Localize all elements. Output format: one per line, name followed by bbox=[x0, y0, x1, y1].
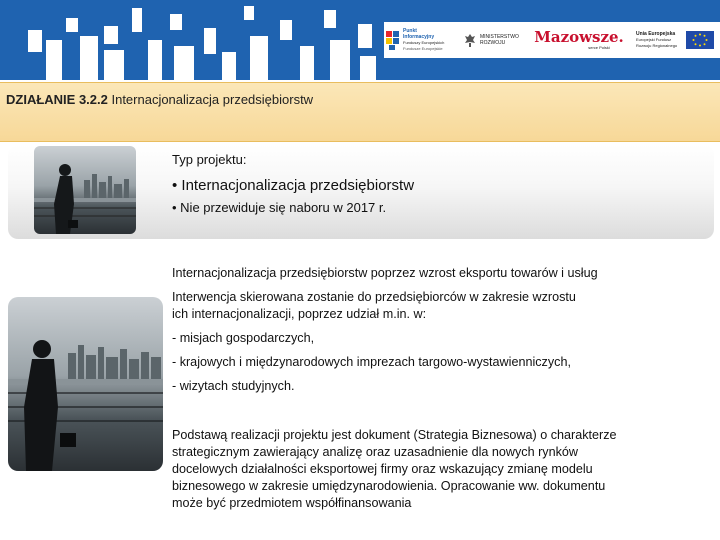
ministry-logo bbox=[464, 22, 530, 58]
banner-block bbox=[104, 26, 118, 44]
banner-block bbox=[174, 46, 194, 80]
banner-block bbox=[358, 24, 372, 48]
banner-block bbox=[244, 6, 254, 20]
banner-block bbox=[280, 20, 292, 40]
banner-block bbox=[324, 10, 336, 28]
fundusze-europejskie-icon bbox=[386, 29, 400, 51]
basis-line: strategicznym zawierający analizę oraz uzasadnienie dla nowych rynków bbox=[172, 445, 578, 459]
banner-block bbox=[46, 40, 62, 80]
ministry-line: MINISTERSTWO bbox=[480, 34, 519, 40]
mazowsze-name: Mazowsze. bbox=[534, 28, 624, 46]
eu-line: Unia Europejska bbox=[636, 31, 676, 37]
eu-logo bbox=[636, 22, 718, 58]
eagle-emblem-icon bbox=[464, 32, 476, 48]
page-title bbox=[6, 92, 313, 107]
banner-block bbox=[300, 46, 314, 80]
project-type-value: • Internacjonalizacja przedsiębiorstw bbox=[172, 177, 415, 194]
eu-flag-icon bbox=[686, 31, 714, 49]
action-title: Internacjonalizacja przedsiębiorstw bbox=[107, 92, 314, 107]
banner-block bbox=[204, 28, 216, 54]
intro-line: ich internacjonalizacji, poprzez udział m.in. w: bbox=[172, 307, 427, 321]
basis-line: Podstawą realizacji projektu jest dokument (Strategia Biznesowa) o charakterze bbox=[172, 428, 617, 442]
fund-name: Fundusze Europejskie bbox=[403, 46, 443, 51]
banner-block bbox=[170, 14, 182, 30]
basis-line: może być przedmiotem współfinansowania bbox=[172, 496, 412, 510]
list-item: - misjach gospodarczych, bbox=[172, 331, 315, 345]
pi-line: Punkt bbox=[403, 28, 417, 34]
ministry-line: ROZWOJU bbox=[480, 40, 506, 46]
banner-block bbox=[28, 30, 42, 52]
list-item: - krajowych i międzynarodowych imprezach targowo-wystawienniczych, bbox=[172, 355, 571, 369]
banner-block bbox=[250, 36, 268, 80]
content-title: Internacjonalizacja przedsiębiorstw poprzez wzrost eksportu towarów i usług bbox=[172, 266, 598, 280]
basis-line: docelowych działalności eksportowej firmy oraz wskazujący zmianę modelu bbox=[172, 462, 593, 476]
intro-line: Interwencja skierowana zostanie do przedsiębiorców w zakresie wzrostu bbox=[172, 290, 576, 304]
action-number: DZIAŁANIE 3.2.2 bbox=[6, 92, 108, 107]
banner-block bbox=[360, 56, 376, 80]
pi-line: Funduszy Europejskich bbox=[403, 40, 445, 45]
banner-block bbox=[132, 8, 142, 32]
businessman-cityscape-photo bbox=[8, 297, 163, 471]
eu-line: Europejski Fundusz bbox=[636, 37, 672, 42]
mazowsze-logo bbox=[534, 22, 624, 58]
recruitment-info: • Nie przewiduje się naboru w 2017 r. bbox=[172, 200, 387, 215]
mazowsze-sub: serce Polski bbox=[588, 45, 610, 50]
top-banner bbox=[0, 0, 720, 80]
banner-block bbox=[222, 52, 236, 80]
pi-line: Informacyjny bbox=[403, 34, 435, 40]
banner-block bbox=[66, 18, 78, 32]
eu-line: Rozwoju Regionalnego bbox=[636, 43, 678, 48]
banner-block bbox=[148, 40, 162, 80]
basis-line: biznesowego w zakresie umiędzynarodowienia. Opracowanie ww. dokumentu bbox=[172, 479, 606, 493]
businessman-photo bbox=[34, 146, 136, 234]
list-item: - wizytach studyjnych. bbox=[172, 379, 295, 393]
banner-block bbox=[330, 40, 350, 80]
banner-block bbox=[80, 36, 98, 80]
banner-block bbox=[104, 50, 124, 80]
action-header bbox=[0, 82, 720, 142]
project-type-label: Typ projektu: bbox=[172, 152, 247, 167]
logo-strip bbox=[384, 22, 720, 58]
punkt-informacyjny-logo bbox=[386, 22, 460, 58]
